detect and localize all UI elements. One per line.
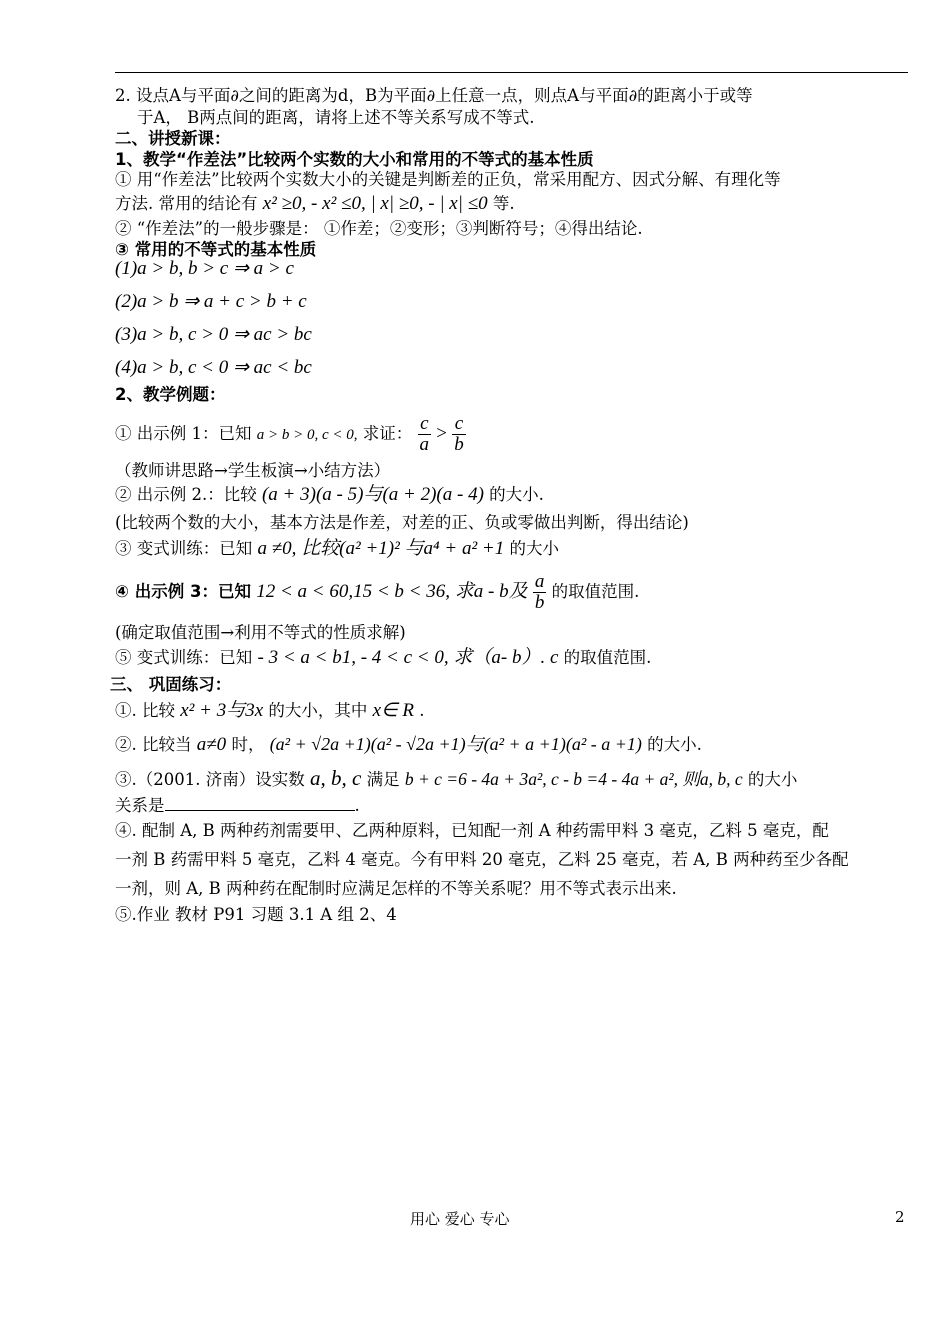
problem-2-line-2: 于A， B两点间的距离，请将上述不等关系写成不等式. <box>137 108 535 127</box>
exercise-3-pre: ③.（2001. 济南）设实数 <box>115 770 305 789</box>
example-1-note: （教师讲思路→学生板演→小结方法） <box>115 461 391 480</box>
property-1: (1)a > b, b > c ⇒ a > c <box>115 258 294 279</box>
fraction-1-numerator: c <box>418 414 432 435</box>
exercise-4-line-3: 一剂，则 A, B 两种药在配制时应满足怎样的不等关系呢？用不等式表示出来. <box>115 879 677 898</box>
content-1-line-2 <box>115 193 515 215</box>
example-1-pre: ① 出示例 1：已知 <box>115 424 252 443</box>
fraction-1-denominator: a <box>419 434 430 455</box>
example-1-post: 求证： <box>362 424 413 443</box>
content-1-pre: 方法. 常用的结论有 <box>115 194 258 213</box>
section-2-heading: 二、讲授新课： <box>115 129 231 148</box>
fraction-2-numerator: c <box>452 414 466 435</box>
topic-1-heading: 1、教学“作差法”比较两个实数的大小和常用的不等式的基本性质 <box>115 150 594 169</box>
exercise-1-mid: 的大小，其中 <box>268 701 368 720</box>
example-2-math: (a + 3)(a - 5)与(a + 2)(a - 4) <box>261 484 484 505</box>
fraction-2-denominator: b <box>454 434 464 455</box>
exercise-4-line-2: 一剂 B 药需甲料 5 毫克，乙料 4 毫克。今有甲料 20 毫克，乙料 25 毫克，若 A, B 两种药至少各配 <box>115 850 849 869</box>
greater-than-sign: > <box>436 423 447 444</box>
property-2: (2)a > b ⇒ a + c > b + c <box>115 291 307 312</box>
exercise-2-pre: ②. 比较当 <box>115 735 192 754</box>
exercise-3-math: b + c =6 - 4a + 3a², c - b =4 - 4a + a², 则a, b, c <box>404 769 743 789</box>
example-3-numerator: a <box>534 571 545 592</box>
exercise-2-post: 的大小. <box>647 735 702 754</box>
exercise-3-vars: a, b, c <box>309 766 362 790</box>
answer-blank[interactable] <box>165 794 355 811</box>
exercise-3 <box>115 767 797 791</box>
example-3-note: (确定取值范围→利用不等式的性质求解) <box>115 623 406 642</box>
example-2-pre: ② 出示例 2.：比较 <box>115 485 257 504</box>
exercise-3-answer-post: . <box>354 796 360 815</box>
exercise-5: ⑤.作业 教材 P91 习题 3.1 A 组 2、4 <box>115 905 397 924</box>
topic-2-heading: 2、教学例题： <box>115 385 226 404</box>
variant-2-post: 的取值范围. <box>563 648 652 667</box>
exercise-1-math-2: x∈ R <box>372 700 414 721</box>
variant-2-pre: ⑤ 变式训练：已知 <box>115 648 253 667</box>
example-1-fraction-1 <box>418 414 432 455</box>
property-4: (4)a > b, c < 0 ⇒ ac < bc <box>115 357 312 378</box>
problem-2-line-1: 2. 设点A与平面∂之间的距离为d，B为平面∂上任意一点，则点A与平面∂的距离小于或等 <box>115 86 753 105</box>
exercise-2-math-1: a≠0 <box>196 734 227 755</box>
exercise-1 <box>115 700 424 722</box>
header-rule <box>115 72 908 73</box>
example-3 <box>115 568 639 616</box>
content-1-line-1: ① 用“作差法”比较两个实数大小的关键是判断差的正负，常采用配方、因式分解、有理化等 <box>115 170 781 189</box>
exercise-2 <box>115 733 702 756</box>
content-2: ② “作差法”的一般步骤是： ①作差；②变形；③判断符号；④得出结论. <box>115 219 643 238</box>
example-3-post: 的取值范围. <box>551 582 640 601</box>
variant-1 <box>115 538 559 560</box>
variant-1-pre: ③ 变式训练：已知 <box>115 539 253 558</box>
section-3-heading: 三、 巩固练习： <box>110 675 232 694</box>
exercise-2-math-2: (a² + √2a +1)(a² - √2a +1)与(a² + a +1)(a² - a +1) <box>269 734 642 754</box>
example-3-denominator: b <box>534 592 545 613</box>
exercise-1-math: x² + 3与3x <box>180 700 264 721</box>
example-2-note: (比较两个数的大小，基本方法是作差，对差的正、负或零做出判断，得出结论) <box>115 513 689 532</box>
example-1-condition: a > b > 0, c < 0, <box>256 427 358 443</box>
exercise-3-answer-pre: 关系是 <box>115 796 165 815</box>
example-3-pre: ④ 出示例 3：已知 <box>115 582 251 601</box>
content-3-heading: ③ 常用的不等式的基本性质 <box>115 240 317 259</box>
footer-motto: 用心 爱心 专心 <box>410 1210 510 1228</box>
variant-1-math: a ≠0, 比较(a² +1)² 与a⁴ + a² +1 <box>257 538 505 559</box>
example-3-fraction <box>533 572 547 613</box>
property-3: (3)a > b, c > 0 ⇒ ac > bc <box>115 324 312 345</box>
exercise-1-pre: ①. 比较 <box>115 701 175 720</box>
exercise-1-post: . <box>419 701 425 720</box>
example-3-math: 12 < a < 60,15 < b < 36, 求a - b及 <box>256 581 528 602</box>
content-1-post: 等. <box>492 194 515 213</box>
variant-1-post: 的大小 <box>509 539 559 558</box>
example-2 <box>115 484 544 506</box>
exercise-2-mid: 时， <box>231 735 265 754</box>
page-number: 2 <box>895 1208 905 1226</box>
exercise-3-mid: 满足 <box>366 770 400 789</box>
content-1-math: x² ≥0, - x² ≤0, | x| ≥0, - | x| ≤0 <box>262 193 488 214</box>
example-1-fraction-2 <box>452 414 466 455</box>
variant-2-math: - 3 < a < b1, - 4 < c < 0, 求（a- b）. c <box>257 647 559 668</box>
exercise-3-post: 的大小 <box>747 770 798 789</box>
example-2-post: 的大小. <box>489 485 544 504</box>
exercise-4-line-1: ④. 配制 A, B 两种药剂需要甲、乙两种原料，已知配一剂 A 种药需甲料 3 毫克，乙料 5 毫克，配 <box>115 821 829 840</box>
exercise-3-answer <box>115 794 360 817</box>
variant-2 <box>115 647 651 669</box>
example-1 <box>115 412 466 457</box>
